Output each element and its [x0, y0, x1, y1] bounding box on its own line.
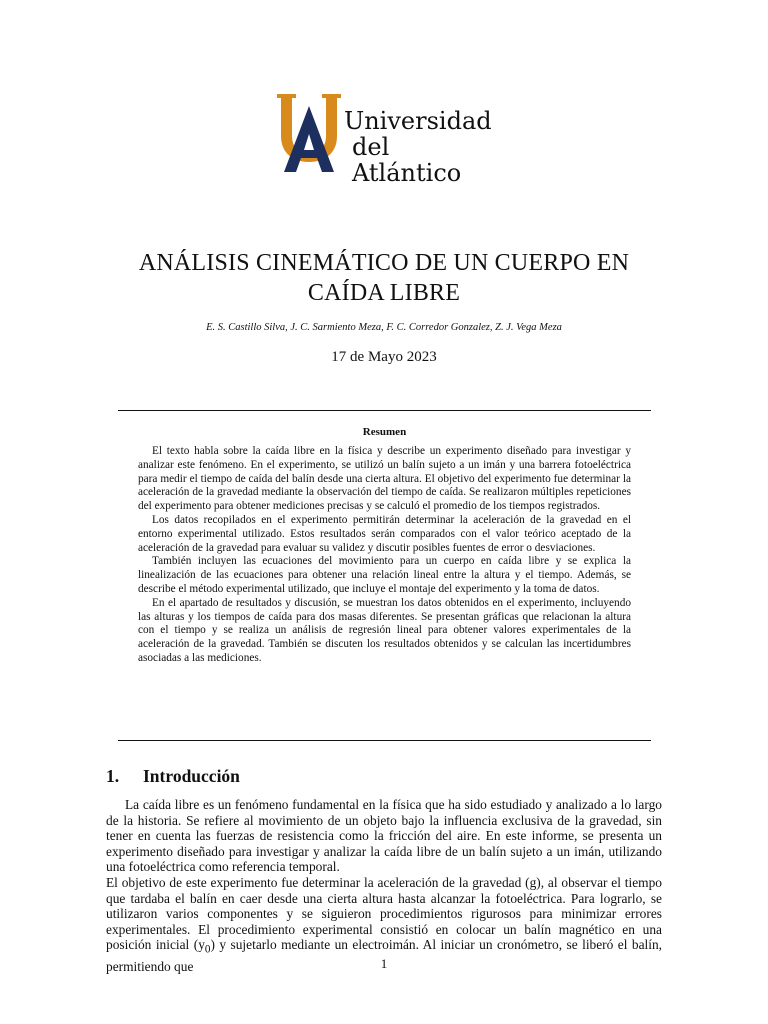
page-number: 1 [380, 956, 388, 971]
abstract-paragraph: En el apartado de resultados y discusión, se muestran los datos obtenidos en el experimento, incluyendo las alturas y los tiempos de caída para dos masas diferentes. Se presentan gráficas que relacionan la altura con el tiempo y se realiza un análisis de regresión lineal para obtener valores experimentales de la aceleración de la gravedad. También se discuten los resultados obtenidos y se calculan las incertidumbres asociadas a las mediciones. [138, 596, 631, 664]
paper-title: ANÁLISIS CINEMÁTICO DE UN CUERPO EN CAÍDA LIBRE [138, 250, 630, 306]
logo-wordmark [344, 108, 498, 186]
abstract-top-rule [118, 410, 651, 411]
section-body [106, 797, 662, 974]
abstract-paragraph: El texto habla sobre la caída libre en la física y describe un experimento diseñado para investigar y analizar este fenómeno. En el experimento, se utilizó un balín sujeto a un imán y una barrera fotoeléctrica para medir el tiempo de caída del balín desde una cierta altura. El objetivo del experimento fue determinar la aceleración de la gravedad mediante la observación del tiempo de caída. Se realizaron múltiples repeticiones del experimento para obtener mediciones precisas y se calculó el promedio de los tiempos registrados. [138, 445, 631, 513]
abstract-bottom-rule [118, 740, 651, 741]
logo-line-1: Universidad [344, 107, 492, 135]
math-symbol: y [198, 937, 205, 953]
body-text: y sujetarlo mediante un electroimán. Al iniciar un cronómetro, se liberó el balín, permitiendo que [106, 937, 662, 974]
body-paragraph: La caída libre es un fenómeno fundamental en la física que ha sido estudiado y analizado a lo largo de la historia. Se refiere al movimiento de un objeto bajo la influencia exclusiva de la gravedad, sin tener en cuenta las fuerzas de resistencia como la fricción del aire. En este informe, se presenta un experimento diseñado para investigar y analizar la caída libre de un balín sujeto a un imán, utilizando una fotoeléctrica como referencia temporal. [106, 797, 662, 875]
abstract-paragraph: Los datos recopilados en el experimento permitirán determinar la aceleración de la gravedad en el entorno experimental utilizado. Estos resultados serán comparados con el valor teórico aceptado de la aceleración de la gravedad para evaluar su validez y discutir posibles fuentes de error o desviaciones. [138, 513, 631, 554]
math-subscript: 0 [204, 944, 211, 957]
university-logo [274, 92, 498, 187]
abstract-heading: Resumen [362, 426, 407, 438]
section-number: 1. [106, 766, 120, 786]
abstract-paragraph: También incluyen las ecuaciones del movimiento para un cuerpo en caída libre y se explica la linealización de las ecuaciones para obtener una relación lineal entre la altura y el tiempo. Además, se describe el método experimental utilizado, que incluye el montaje del experimento y la toma de datos. [138, 555, 631, 595]
author-list: E. S. Castillo Silva, J. C. Sarmiento Meza, F. C. Corredor Gonzalez, Z. J. Vega Meza [206, 322, 562, 333]
university-logo-mark [274, 92, 344, 174]
section-heading [106, 766, 240, 787]
abstract-body [138, 445, 631, 666]
body-paragraph: El objetivo de este experimento fue determinar la aceleración de la gravedad (g), al observar el tiempo que tardaba el balín en caer desde una cierta altura hasta alcanzar la fotoeléctrica. Para lograrlo, se utilizaron varios componentes y se siguieron procedimientos rigurosos para minimizar errores experimentales. El procedimiento experimental consistió en colocar un balín magnético en una posición inicial $(y_0)$ y sujetarlo mediante un electroimán. Al iniciar un cronómetro, se liberó el balín, permitiendo que [106, 874, 662, 974]
logo-line-2: del Atlántico [352, 133, 462, 187]
section-title: Introducción [143, 766, 240, 786]
body-text: El objetivo de este experimento fue determinar la aceleración de la gravedad (g), al observar el tiempo que tardaba el balín en caer desde una cierta altura hasta alcanzar la fotoeléctrica. Para lograrlo, se utilizaron varios componentes y se siguieron procedimientos rigurosos para minimizar errores experimentales. El procedimiento experimental consistió en colocar un balín magnético en una posición inicial [106, 874, 662, 953]
publication-date: 17 de Mayo 2023 [331, 349, 437, 365]
